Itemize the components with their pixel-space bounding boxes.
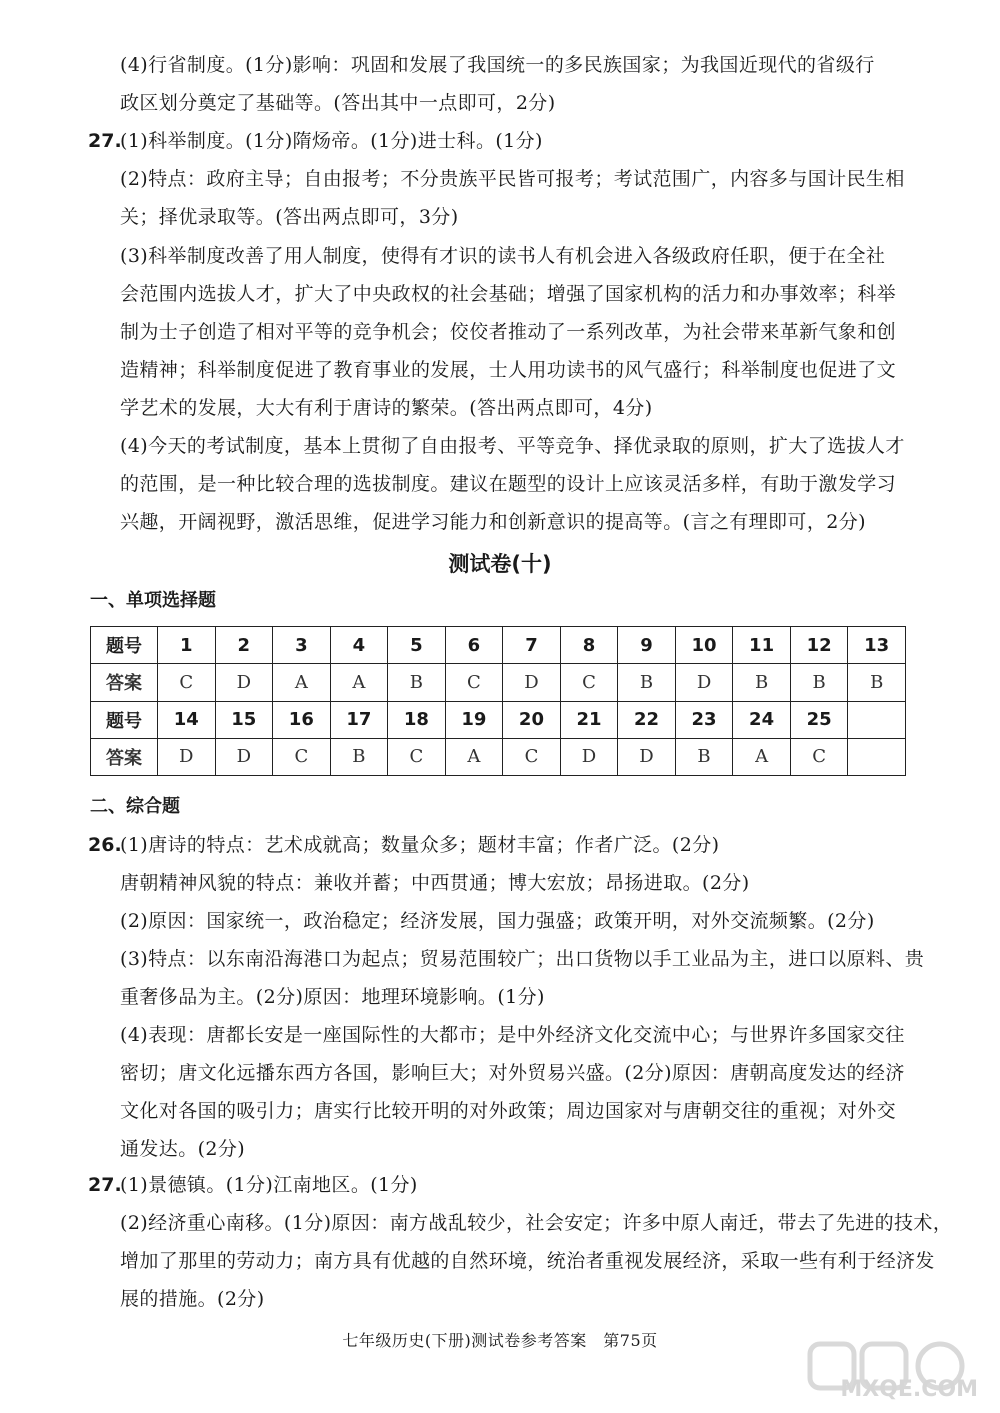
table-cell: D — [560, 738, 618, 775]
table-cell: D — [215, 738, 273, 775]
table-cell: A — [273, 664, 331, 701]
table-cell: 3 — [273, 627, 331, 664]
watermark-text: MXQE.COM — [840, 1377, 978, 1402]
q27-line-7: 造精神；科举制度促进了教育事业的发展，士人用功读书的风气盛行；科举制度也促进了文 — [120, 359, 897, 381]
table-cell: D — [215, 664, 273, 701]
q27-line-2: (2)特点：政府主导；自由报考；不分贵族平民皆可报考；考试范围广，内容多与国计民生相 — [120, 168, 905, 190]
table-cell: C — [273, 738, 331, 775]
table-cell: C — [445, 664, 503, 701]
q26-line-3: (2)原因：国家统一，政治稳定；经济发展，国力强盛；政策开明，对外交流频繁。(2分) — [120, 910, 875, 932]
table-cell: 12 — [790, 627, 848, 664]
q27-line-9: (4)今天的考试制度，基本上贯彻了自由报考、平等竞争、择优录取的原则，扩大了选拔人才 — [120, 435, 905, 457]
table-cell: C — [503, 738, 561, 775]
row-label-question-number: 题号 — [91, 701, 158, 738]
watermark-logo — [800, 1338, 990, 1408]
question-26-number: 26. — [88, 834, 122, 856]
table-cell: A — [733, 738, 791, 775]
table-cell: 6 — [445, 627, 503, 664]
table-cell: 13 — [848, 627, 906, 664]
q26-line-2: 唐朝精神风貌的特点：兼收并蓄；中西贯通；博大宏放；昂扬进取。(2分) — [120, 872, 750, 894]
q26-line-6: (4)表现：唐都长安是一座国际性的大都市；是中外经济文化交流中心；与世界许多国家交往 — [120, 1024, 905, 1046]
row-label-answer: 答案 — [91, 738, 158, 775]
table-cell: B — [330, 738, 388, 775]
table-row — [91, 701, 906, 738]
table-cell: 23 — [675, 701, 733, 738]
table-cell: C — [560, 664, 618, 701]
q26-line-7: 密切；唐文化远播东西方各国，影响巨大；对外贸易兴盛。(2分)原因：唐朝高度发达的经济 — [120, 1062, 905, 1084]
table-cell: 14 — [158, 701, 216, 738]
table-cell: C — [158, 664, 216, 701]
table-cell: D — [618, 738, 676, 775]
table-cell: D — [158, 738, 216, 775]
table-cell: B — [848, 664, 906, 701]
q27b-line-4: 展的措施。(2分) — [120, 1288, 265, 1310]
table-cell: 9 — [618, 627, 676, 664]
table-cell: 5 — [388, 627, 446, 664]
q26-line-4: (3)特点：以东南沿海港口为起点；贸易范围较广；出口货物以手工业品为主，进口以原料、贵 — [120, 948, 925, 970]
table-cell: 16 — [273, 701, 331, 738]
table-cell: 18 — [388, 701, 446, 738]
table-cell: B — [675, 738, 733, 775]
q27-line-8: 学艺术的发展，大大有利于唐诗的繁荣。(答出两点即可，4分) — [120, 397, 653, 419]
table-cell — [848, 701, 906, 738]
table-cell: 19 — [445, 701, 503, 738]
table-cell: 25 — [790, 701, 848, 738]
table-cell: 24 — [733, 701, 791, 738]
table-cell: 4 — [330, 627, 388, 664]
q27-line-1: (1)科举制度。(1分)隋炀帝。(1分)进士科。(1分) — [120, 130, 543, 152]
prev-line-2: 政区划分奠定了基础等。(答出其中一点即可，2分) — [120, 92, 556, 114]
table-cell: C — [388, 738, 446, 775]
q27-line-5: 会范围内选拔人才，扩大了中央政权的社会基础；增强了国家机构的活力和办事效率；科举 — [120, 283, 897, 305]
q27-line-6: 制为士子创造了相对平等的竞争机会；佼佼者推动了一系列改革，为社会带来革新气象和创 — [120, 321, 897, 343]
q27-line-4: (3)科举制度改善了用人制度，使得有才识的读书人有机会进入各级政府任职，便于在全社 — [120, 245, 886, 267]
table-cell: 20 — [503, 701, 561, 738]
table-cell — [848, 738, 906, 775]
row-label-question-number: 题号 — [91, 627, 158, 664]
table-cell: 2 — [215, 627, 273, 664]
table-cell: A — [330, 664, 388, 701]
q27-line-11: 兴趣，开阔视野，激活思维，促进学习能力和创新意识的提高等。(言之有理即可，2分) — [120, 511, 866, 533]
table-cell: D — [503, 664, 561, 701]
table-cell: D — [675, 664, 733, 701]
table-cell: 8 — [560, 627, 618, 664]
table-cell: 11 — [733, 627, 791, 664]
table-cell: C — [790, 738, 848, 775]
q26-line-9: 通发达。(2分) — [120, 1138, 246, 1160]
table-cell: 10 — [675, 627, 733, 664]
table-cell: A — [445, 738, 503, 775]
question-27-number: 27. — [88, 130, 122, 152]
table-cell: B — [388, 664, 446, 701]
table-cell: 15 — [215, 701, 273, 738]
q27b-line-1: (1)景德镇。(1分)江南地区。(1分) — [120, 1174, 418, 1196]
q27-line-3: 关；择优录取等。(答出两点即可，3分) — [120, 206, 459, 228]
row-label-answer: 答案 — [91, 664, 158, 701]
page-footer: 七年级历史(下册)测试卷参考答案 第75页 — [342, 1331, 658, 1350]
table-cell: 21 — [560, 701, 618, 738]
table-row — [91, 664, 906, 701]
test-title: 测试卷(十) — [448, 552, 552, 576]
question-27b-number: 27. — [88, 1174, 122, 1196]
q26-line-1: (1)唐诗的特点：艺术成就高；数量众多；题材丰富；作者广泛。(2分) — [120, 834, 720, 856]
section-comprehensive: 二、综合题 — [90, 796, 180, 817]
table-cell: 1 — [158, 627, 216, 664]
answer-table — [90, 626, 906, 776]
table-cell: 17 — [330, 701, 388, 738]
table-row — [91, 738, 906, 775]
section-single-choice: 一、单项选择题 — [90, 590, 216, 611]
prev-line-1: (4)行省制度。(1分)影响：巩固和发展了我国统一的多民族国家；为我国近现代的省级行 — [120, 54, 875, 76]
table-cell: B — [618, 664, 676, 701]
q26-line-5: 重奢侈品为主。(2分)原因：地理环境影响。(1分) — [120, 986, 545, 1008]
table-cell: 7 — [503, 627, 561, 664]
q27-line-10: 的范围，是一种比较合理的选拔制度。建议在题型的设计上应该灵活多样，有助于激发学习 — [120, 473, 897, 495]
q26-line-8: 文化对各国的吸引力；唐实行比较开明的对外政策；周边国家对与唐朝交往的重视；对外交 — [120, 1100, 897, 1122]
q27b-line-2: (2)经济重心南移。(1分)原因：南方战乱较少，社会安定；许多中原人南迁，带去了先进的技术， — [120, 1212, 953, 1234]
table-cell: 22 — [618, 701, 676, 738]
q27b-line-3: 增加了那里的劳动力；南方具有优越的自然环境，统治者重视发展经济，采取一些有利于经济发 — [120, 1250, 935, 1272]
table-cell: B — [733, 664, 791, 701]
table-cell: B — [790, 664, 848, 701]
table-row — [91, 627, 906, 664]
